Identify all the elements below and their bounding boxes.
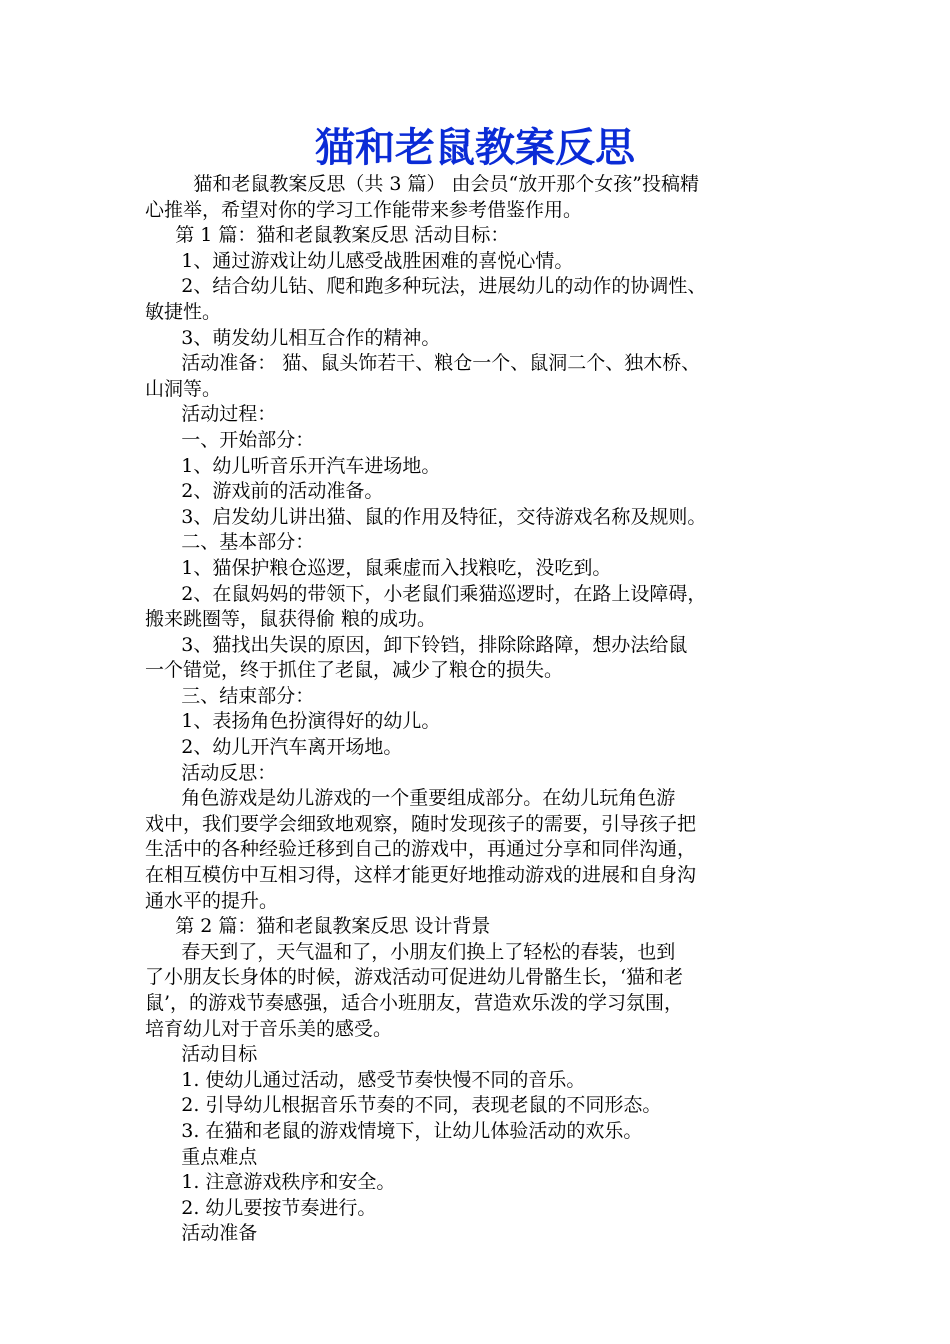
document-title: 猫和老鼠教案反思	[315, 125, 635, 171]
body-line: 三、结束部分：	[145, 684, 315, 707]
body-line: 3、萌发幼儿相互合作的精神。	[145, 326, 441, 349]
body-line: 鼠’，的游戏节奏感强，适合小班朋友，营造欢乐泼的学习氛围，	[145, 992, 684, 1014]
body-line: 生活中的各种经验迁移到自己的游戏中，再通过分享和同伴沟通，	[145, 838, 697, 861]
body-line: 活动反思：	[145, 761, 277, 784]
body-line: 培育幼儿对于音乐美的感受。	[145, 1017, 393, 1040]
body-line: 活动过程：	[145, 403, 277, 426]
body-line: 2. 幼儿要按节奏进行。	[145, 1196, 377, 1219]
body-line: 一、开始部分：	[145, 428, 315, 451]
body-line: 第 2 篇：猫和老鼠教案反思 设计背景	[145, 915, 491, 938]
body-line: 1、表扬角色扮演得好的幼儿。	[145, 710, 441, 733]
body-line: 角色游戏是幼儿游戏的一个重要组成部分。在幼儿玩角色游	[145, 787, 676, 810]
document-body	[145, 172, 833, 1247]
body-line: 1. 注意游戏秩序和安全。	[145, 1171, 396, 1194]
body-line: 1. 使幼儿通过活动，感受节奏快慢不同的音乐。	[145, 1068, 586, 1091]
body-line: 活动目标	[145, 1043, 258, 1066]
body-line: 2、游戏前的活动准备。	[145, 480, 384, 503]
body-line: 一个错觉，终于抓住了老鼠，减少了粮仓的损失。	[145, 659, 564, 682]
body-line: 第 1 篇：猫和老鼠教案反思 活动目标：	[145, 224, 510, 247]
body-line: 二、基本部分：	[145, 531, 315, 554]
body-line: 活动准备： 猫、鼠头饰若干、粮仓一个、鼠洞二个、独木桥、	[145, 352, 701, 375]
body-line: 了小朋友长身体的时候，游戏活动可促进幼儿骨骼生长，‘猫和老	[145, 966, 684, 989]
body-line: 3、猫找出失误的原因，卸下铃铛，排除除路障，想办法给鼠	[145, 633, 688, 656]
body-line: 1、猫保护粮仓巡逻，鼠乘虚而入找粮吃，没吃到。	[145, 556, 612, 579]
body-line: 2. 引导幼儿根据音乐节奏的不同，表现老鼠的不同形态。	[145, 1094, 662, 1117]
body-line: 戏中，我们要学会细致地观察，随时发现孩子的需要，引导孩子把	[145, 812, 697, 835]
body-line: 猫和老鼠教案反思（共 3 篇） 由会员“放开那个女孩”投稿精	[145, 173, 699, 195]
body-line: 春天到了，天气温和了，小朋友们换上了轻松的春装，也到	[145, 940, 676, 963]
body-line: 在相互模仿中互相习得，这样才能更好地推动游戏的进展和自身沟	[145, 864, 697, 887]
body-line: 2、结合幼儿钻、爬和跑多种玩法，进展幼儿的动作的协调性、	[145, 275, 707, 298]
body-line: 重点难点	[145, 1145, 258, 1168]
body-line: 敏捷性。	[145, 300, 222, 323]
body-line: 2、幼儿开汽车离开场地。	[145, 736, 403, 759]
body-line: 3、启发幼儿讲出猫、鼠的作用及特征，交待游戏名称及规则。	[145, 505, 707, 528]
body-line: 搬来跳圈等，鼠获得偷 粮的成功。	[145, 608, 437, 631]
body-line: 通水平的提升。	[145, 889, 279, 912]
body-line: 3. 在猫和老鼠的游戏情境下，让幼儿体验活动的欢乐。	[145, 1119, 643, 1142]
body-line: 心推举，希望对你的学习工作能带来参考借鉴作用。	[145, 198, 583, 221]
body-line: 山洞等。	[145, 377, 222, 400]
body-line: 1、幼儿听音乐开汽车进场地。	[145, 454, 441, 477]
body-line: 1、通过游戏让幼儿感受战胜困难的喜悦心情。	[145, 249, 574, 272]
body-line: 活动准备	[145, 1222, 258, 1245]
body-line: 2、在鼠妈妈的带领下，小老鼠们乘猫巡逻时，在路上设障碍，	[145, 582, 707, 605]
